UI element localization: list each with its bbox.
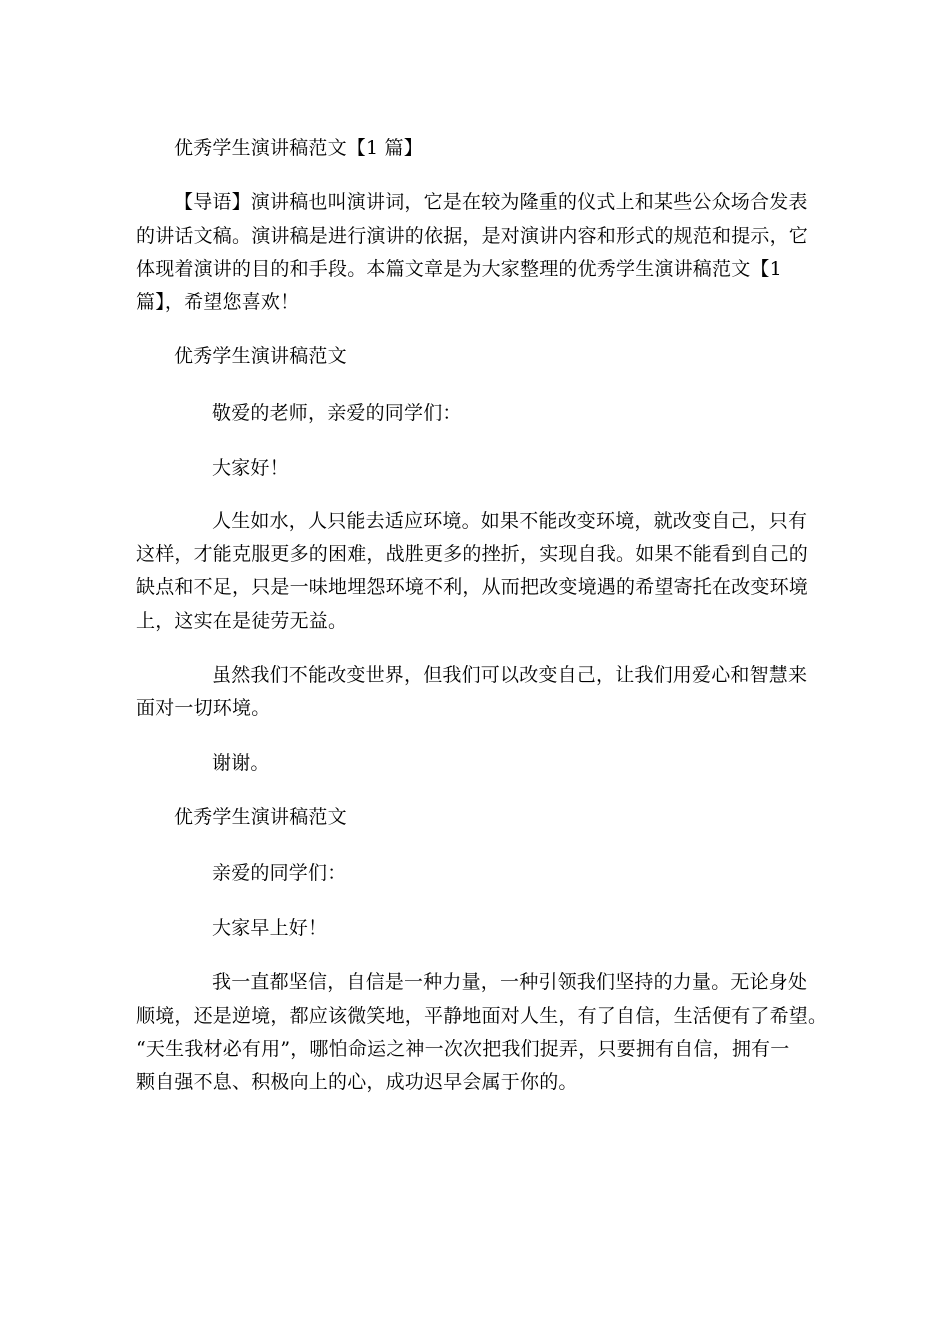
speech1-para2-line-1: 虽然我们不能改变世界，但我们可以改变自己，让我们用爱心和智慧来 [212,664,808,686]
speech2-para1-line-4: 颗自强不息、积极向上的心，成功迟早会属于你的。 [136,1071,578,1093]
speech1-greeting: 大家好！ [212,457,289,479]
speech1-para1-line-2: 这样，才能克服更多的困难，战胜更多的挫折，实现自我。如果不能看到自己的 [136,543,809,565]
intro-line-4: 篇】，希望您喜欢！ [136,291,300,313]
speech2-para1-line-3: “天生我材必有用”，哪怕命运之神一次次把我们捉弄，只要拥有自信，拥有一 [136,1038,790,1060]
speech1-para1-line-4: 上，这实在是徒劳无益。 [136,610,348,632]
intro-line-3: 体现着演讲的目的和手段。本篇文章是为大家整理的优秀学生演讲稿范文【1 [136,258,782,280]
speech1-para2-line-2: 面对一切环境。 [136,697,271,719]
speech1-salutation: 敬爱的老师，亲爱的同学们： [212,402,462,424]
intro-line-1: 【导语】演讲稿也叫演讲词，它是在较为隆重的仪式上和某些公众场合发表 [174,191,808,213]
speech1-closing: 谢谢。 [212,752,270,774]
speech1-para1-line-1: 人生如水，人只能去适应环境。如果不能改变环境，就改变自己，只有 [212,510,808,532]
speech1-heading: 优秀学生演讲稿范文 [174,345,347,367]
speech2-para1-line-2: 顺境，还是逆境，都应该微笑地，平静地面对人生，有了自信，生活便有了希望。 [136,1005,828,1027]
speech2-greeting: 大家早上好！ [212,917,328,939]
speech2-salutation: 亲爱的同学们： [212,862,347,884]
speech2-para1-line-1: 我一直都坚信，自信是一种力量，一种引领我们坚持的力量。无论身处 [212,971,808,993]
intro-line-2: 的讲话文稿。演讲稿是进行演讲的依据，是对演讲内容和形式的规范和提示，它 [136,225,809,247]
page-title: 优秀学生演讲稿范文【1 篇】 [174,137,423,159]
speech1-para1-line-3: 缺点和不足，只是一味地埋怨环境不利，从而把改变境遇的希望寄托在改变环境 [136,576,809,598]
speech2-heading: 优秀学生演讲稿范文 [174,806,347,828]
